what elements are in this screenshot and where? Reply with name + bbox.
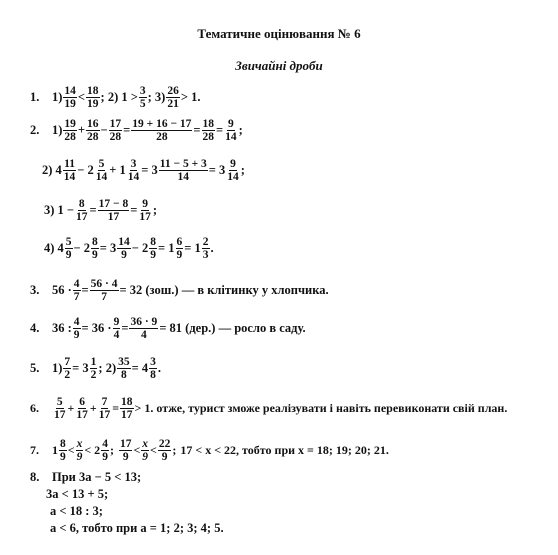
- denominator: 9: [142, 451, 149, 464]
- text: <: [133, 443, 141, 458]
- numerator: 9: [228, 118, 234, 130]
- numerator: 19 + 16 − 17: [132, 118, 192, 130]
- fraction: [139, 85, 147, 110]
- fraction: [127, 158, 141, 183]
- denominator: 9: [102, 451, 108, 464]
- fraction: [166, 85, 180, 110]
- text: = 36 ·: [81, 321, 112, 336]
- denominator: 28: [156, 131, 168, 144]
- fraction: [141, 438, 149, 463]
- problem-number: 7.: [30, 443, 39, 458]
- text: +: [89, 401, 97, 416]
- text: При 3a − 5 < 13;: [52, 470, 142, 484]
- denominator: 17: [107, 211, 120, 224]
- text: = 3: [99, 241, 117, 256]
- fraction: [63, 118, 77, 143]
- numerator: 6: [176, 236, 183, 248]
- numerator: 11: [64, 158, 75, 170]
- fraction: [138, 198, 152, 223]
- fraction: [101, 438, 109, 463]
- text: 36 :: [52, 321, 72, 336]
- fraction: [91, 236, 99, 261]
- numerator: x: [76, 438, 83, 450]
- denominator: 8: [150, 369, 156, 382]
- denominator: 9: [150, 249, 157, 262]
- fraction: [59, 438, 67, 463]
- denominator: 7: [73, 291, 80, 304]
- numerator: 16: [87, 118, 99, 130]
- denominator: 5: [139, 98, 146, 111]
- denominator: 14: [177, 171, 190, 184]
- text: 1): [52, 361, 63, 376]
- fraction: [120, 396, 134, 421]
- text: ; 2) 1 >: [100, 90, 138, 105]
- numerator: 35: [118, 356, 130, 368]
- problem-2-line-1: 2. 1) $\frac{19}{28}$ + $\frac{16}{28}$ − $\frac{17}{28}$ = $\frac{19 + 16 - 17}{28}$ = $\frac{18}{28}$ = $\frac{9}{14}$ ;: [30, 118, 243, 144]
- numerator: 1: [90, 356, 97, 368]
- fraction: [90, 278, 119, 303]
- fraction: [95, 158, 109, 183]
- problem-number: 3.: [30, 283, 40, 298]
- text: =: [130, 203, 138, 218]
- text: > 1.: [180, 90, 201, 105]
- fraction: [90, 356, 98, 381]
- numerator: 7: [101, 396, 108, 408]
- numerator: 11 − 5 + 3: [159, 158, 207, 170]
- problem-2-line-2: [42, 158, 245, 183]
- page-subtitle: Звичайні дроби: [235, 58, 323, 73]
- numerator: 18: [87, 85, 99, 97]
- fraction: [117, 236, 131, 261]
- denominator: 8: [121, 369, 127, 382]
- denominator: 19: [64, 98, 76, 111]
- fraction: [158, 438, 172, 463]
- numerator: 4: [73, 278, 80, 290]
- denominator: 9: [60, 451, 66, 464]
- numerator: 7: [64, 356, 71, 368]
- text: =: [216, 123, 224, 138]
- fraction: [117, 356, 131, 381]
- denominator: 19: [87, 98, 99, 111]
- text: < 2: [84, 443, 101, 458]
- numerator: 4: [102, 438, 108, 450]
- text: 3) 1 −: [44, 203, 75, 218]
- fraction: [73, 278, 81, 303]
- fraction: [76, 438, 84, 463]
- text: =: [81, 283, 89, 298]
- text: 17 < x < 22, тобто при x = 18; 19; 20; 21.: [180, 443, 389, 458]
- numerator: 3: [130, 158, 137, 170]
- text: =: [89, 203, 97, 218]
- denominator: 9: [122, 451, 129, 464]
- denominator: 3: [202, 249, 209, 262]
- denominator: 28: [64, 131, 76, 144]
- fraction: [98, 396, 112, 421]
- numerator: 18: [121, 396, 133, 408]
- numerator: 17: [109, 118, 122, 130]
- denominator: 9: [161, 451, 168, 464]
- problem-number: 6.: [30, 401, 39, 416]
- text: ; 3): [147, 90, 166, 105]
- numerator: 2: [202, 236, 209, 248]
- numerator: 8: [150, 236, 157, 248]
- text: + 1: [109, 163, 126, 178]
- text: − 2: [73, 241, 91, 256]
- text: 1: [52, 443, 58, 458]
- fraction: [119, 438, 133, 463]
- numerator: x: [142, 438, 149, 450]
- fraction: [176, 236, 184, 261]
- text: 2) 4: [42, 163, 62, 178]
- numerator: 19: [64, 118, 76, 130]
- numerator: 6: [79, 396, 85, 408]
- numerator: 18: [202, 118, 215, 130]
- text: +: [67, 401, 75, 416]
- denominator: 2: [64, 369, 71, 382]
- text: =: [112, 401, 120, 416]
- problem-7: [30, 438, 389, 463]
- numerator: 5: [65, 236, 72, 248]
- denominator: 17: [98, 409, 111, 422]
- denominator: 17: [76, 211, 88, 224]
- problem-8-line-2: 3a < 13 + 5;: [46, 487, 109, 501]
- text: ;: [109, 443, 114, 458]
- fraction: [202, 118, 216, 143]
- text: 1): [52, 90, 63, 105]
- fraction: [226, 158, 240, 183]
- numerator: 17 − 8: [98, 198, 129, 210]
- fraction: [63, 158, 77, 183]
- text: ;: [152, 203, 158, 218]
- fraction: [129, 316, 158, 341]
- denominator: 4: [141, 329, 147, 342]
- denominator: 14: [127, 171, 140, 184]
- denominator: 9: [176, 249, 183, 262]
- problem-4: [30, 316, 306, 341]
- problem-number: 2.: [30, 123, 40, 138]
- denominator: 17: [76, 409, 88, 422]
- numerator: 3: [150, 356, 156, 368]
- problem-number: 8.: [30, 470, 40, 484]
- denominator: 14: [63, 171, 76, 184]
- numerator: 22: [158, 438, 171, 450]
- text: = 32 (зош.) — в клітинку у хлопчика.: [119, 283, 329, 298]
- denominator: 9: [121, 249, 127, 262]
- text: = 1: [184, 241, 201, 256]
- fraction: [98, 198, 130, 223]
- denominator: 7: [101, 291, 107, 304]
- text: ;: [240, 163, 245, 178]
- fraction: [131, 118, 192, 143]
- fraction: [75, 396, 89, 421]
- denominator: 9: [65, 249, 72, 262]
- fraction: [159, 158, 208, 183]
- fraction: [53, 396, 67, 421]
- text: ;: [172, 443, 177, 458]
- numerator: 17: [119, 438, 132, 450]
- fraction: [113, 316, 121, 341]
- text: =: [121, 321, 129, 336]
- denominator: 2: [90, 369, 97, 382]
- text: = 81 (дер.) — росло в саду.: [159, 321, 306, 336]
- problem-number: 5.: [30, 361, 40, 376]
- text: 56 ·: [52, 283, 72, 298]
- text: = 4: [131, 361, 149, 376]
- numerator: 4: [73, 316, 80, 328]
- text: = 1: [158, 241, 175, 256]
- numerator: 14: [64, 85, 76, 97]
- numerator: 9: [113, 316, 120, 328]
- numerator: 36 · 9: [130, 316, 158, 328]
- problem-number: 1.: [30, 90, 40, 105]
- problem-2-line-3: [44, 198, 157, 223]
- numerator: 5: [98, 158, 105, 170]
- denominator: 9: [76, 451, 83, 464]
- denominator: 4: [113, 329, 120, 342]
- text: .: [210, 241, 214, 256]
- fraction: [149, 356, 157, 381]
- text: = 3: [141, 163, 158, 178]
- denominator: 28: [109, 131, 122, 144]
- text: <: [77, 90, 86, 105]
- denominator: 28: [202, 131, 215, 144]
- problem-3: [30, 278, 329, 303]
- denominator: 17: [54, 409, 66, 422]
- denominator: 14: [225, 131, 237, 144]
- text: 1): [52, 123, 63, 138]
- text: = 3: [208, 163, 226, 178]
- problem-2-line-4: [44, 236, 214, 261]
- denominator: 14: [95, 171, 108, 184]
- denominator: 9: [73, 329, 80, 342]
- numerator: 3: [139, 85, 146, 97]
- numerator: 8: [78, 198, 85, 210]
- text: <: [150, 443, 157, 458]
- problem-8-line-4: a < 6, тобто при a = 1; 2; 3; 4; 5.: [50, 521, 224, 535]
- numerator: 26: [167, 85, 179, 97]
- denominator: 9: [92, 249, 98, 262]
- text: <: [67, 443, 75, 458]
- text: − 2: [77, 163, 94, 178]
- page-title: Тематичне оцінювання № 6: [197, 26, 361, 41]
- text: 4) 4: [44, 241, 64, 256]
- fraction: [224, 118, 238, 143]
- problem-6: [30, 396, 507, 421]
- numerator: 8: [60, 438, 66, 450]
- numerator: 5: [56, 396, 63, 408]
- fraction: [65, 236, 73, 261]
- fraction: [75, 198, 89, 223]
- problem-number: 4.: [30, 321, 40, 336]
- fraction: [63, 85, 77, 110]
- fraction: [73, 316, 81, 341]
- numerator: 56 · 4: [90, 278, 118, 290]
- numerator: 9: [230, 158, 236, 170]
- fraction: [86, 118, 100, 143]
- denominator: 17: [121, 409, 133, 422]
- problem-8-line-1: [30, 470, 141, 485]
- numerator: 9: [142, 198, 148, 210]
- text: = 3: [72, 361, 89, 376]
- problem-1: [30, 85, 200, 110]
- denominator: 28: [87, 131, 99, 144]
- fraction: [109, 118, 123, 143]
- text: ; 2): [98, 361, 117, 376]
- denominator: 14: [227, 171, 239, 184]
- numerator: 14: [118, 236, 130, 248]
- text: > 1. отже, турист зможе реалізувати і навіть перевиконати свій план.: [134, 401, 508, 416]
- text: =: [193, 123, 201, 138]
- text: .: [157, 361, 161, 376]
- denominator: 17: [139, 211, 151, 224]
- fraction: [202, 236, 210, 261]
- denominator: 21: [167, 98, 179, 111]
- problem-5: [30, 356, 161, 381]
- fraction: [63, 356, 71, 381]
- text: − 2: [131, 241, 149, 256]
- text: ;: [238, 123, 243, 138]
- fraction: [86, 85, 100, 110]
- numerator: 8: [92, 236, 98, 248]
- text: =: [123, 123, 131, 138]
- fraction: [149, 236, 157, 261]
- problem-8-line-3: a < 18 : 3;: [50, 504, 103, 518]
